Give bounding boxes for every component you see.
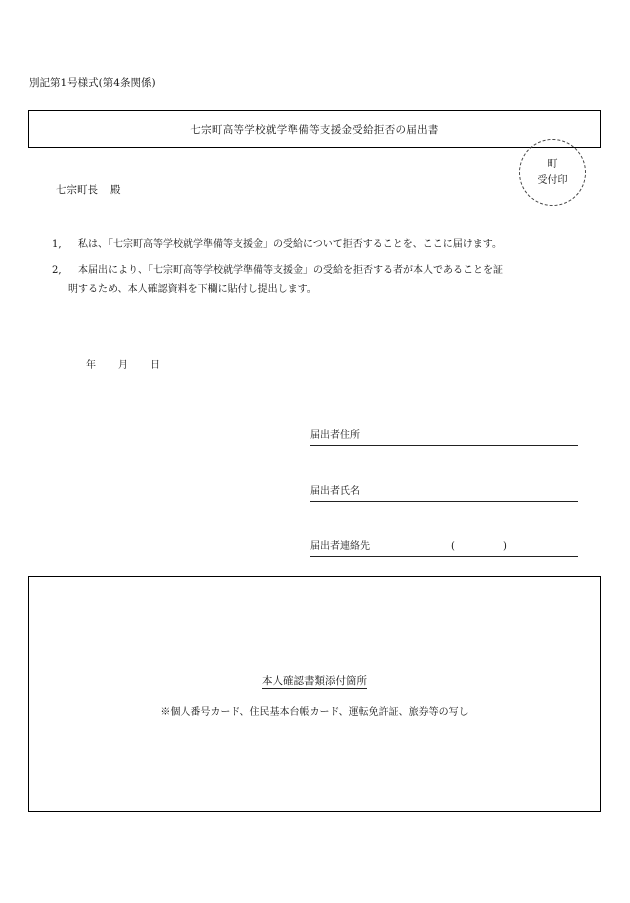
- date-line: [86, 356, 160, 371]
- id-document-attachment-area[interactable]: [28, 576, 601, 812]
- date-year[interactable]: 年: [86, 360, 96, 371]
- item-number: 2,: [52, 265, 62, 276]
- address-label: 届出者住所: [310, 430, 360, 441]
- reception-stamp-area: [519, 139, 586, 206]
- attachment-note: ※個人番号カード、住民基本台帳カード、運転免許証、旅券等の写し: [160, 707, 469, 718]
- contact-field[interactable]: [310, 540, 578, 557]
- stamp-reception-label: 受付印: [537, 174, 568, 186]
- statement-item-2: [52, 262, 503, 279]
- date-day[interactable]: 日: [150, 360, 160, 371]
- title-box: [28, 110, 601, 148]
- stamp-town-label: 町: [547, 158, 558, 170]
- form-number-label: 別記第1号様式(第4条関係): [29, 77, 156, 89]
- name-field[interactable]: [310, 485, 578, 502]
- document-title: 七宗町高等学校就学準備等支援金受給拒否の届出書: [190, 123, 439, 136]
- statement-item-2-continued: 明するため、本人確認資料を下欄に貼付し提出します。: [68, 284, 317, 295]
- statement-item-1: [52, 236, 502, 253]
- address-field[interactable]: [310, 429, 578, 446]
- contact-paren-close: ): [503, 541, 507, 552]
- attachment-title: 本人確認書類添付箇所: [262, 675, 367, 687]
- addressee-honorific: 殿: [110, 184, 121, 196]
- item-number: 1,: [52, 239, 62, 250]
- contact-paren-open: (: [451, 541, 455, 552]
- item-text: 本届出により、「七宗町高等学校就学準備等支援金」の受給を拒否する者が本人であることを証: [78, 265, 503, 276]
- name-label: 届出者氏名: [310, 486, 360, 497]
- addressee: [56, 182, 121, 197]
- item-text: 私は、「七宗町高等学校就学準備等支援金」の受給について拒否することを、ここに届けます。: [78, 239, 502, 250]
- contact-label: 届出者連絡先: [310, 541, 370, 552]
- addressee-name: 七宗町長: [56, 184, 98, 196]
- date-month[interactable]: 月: [118, 360, 128, 371]
